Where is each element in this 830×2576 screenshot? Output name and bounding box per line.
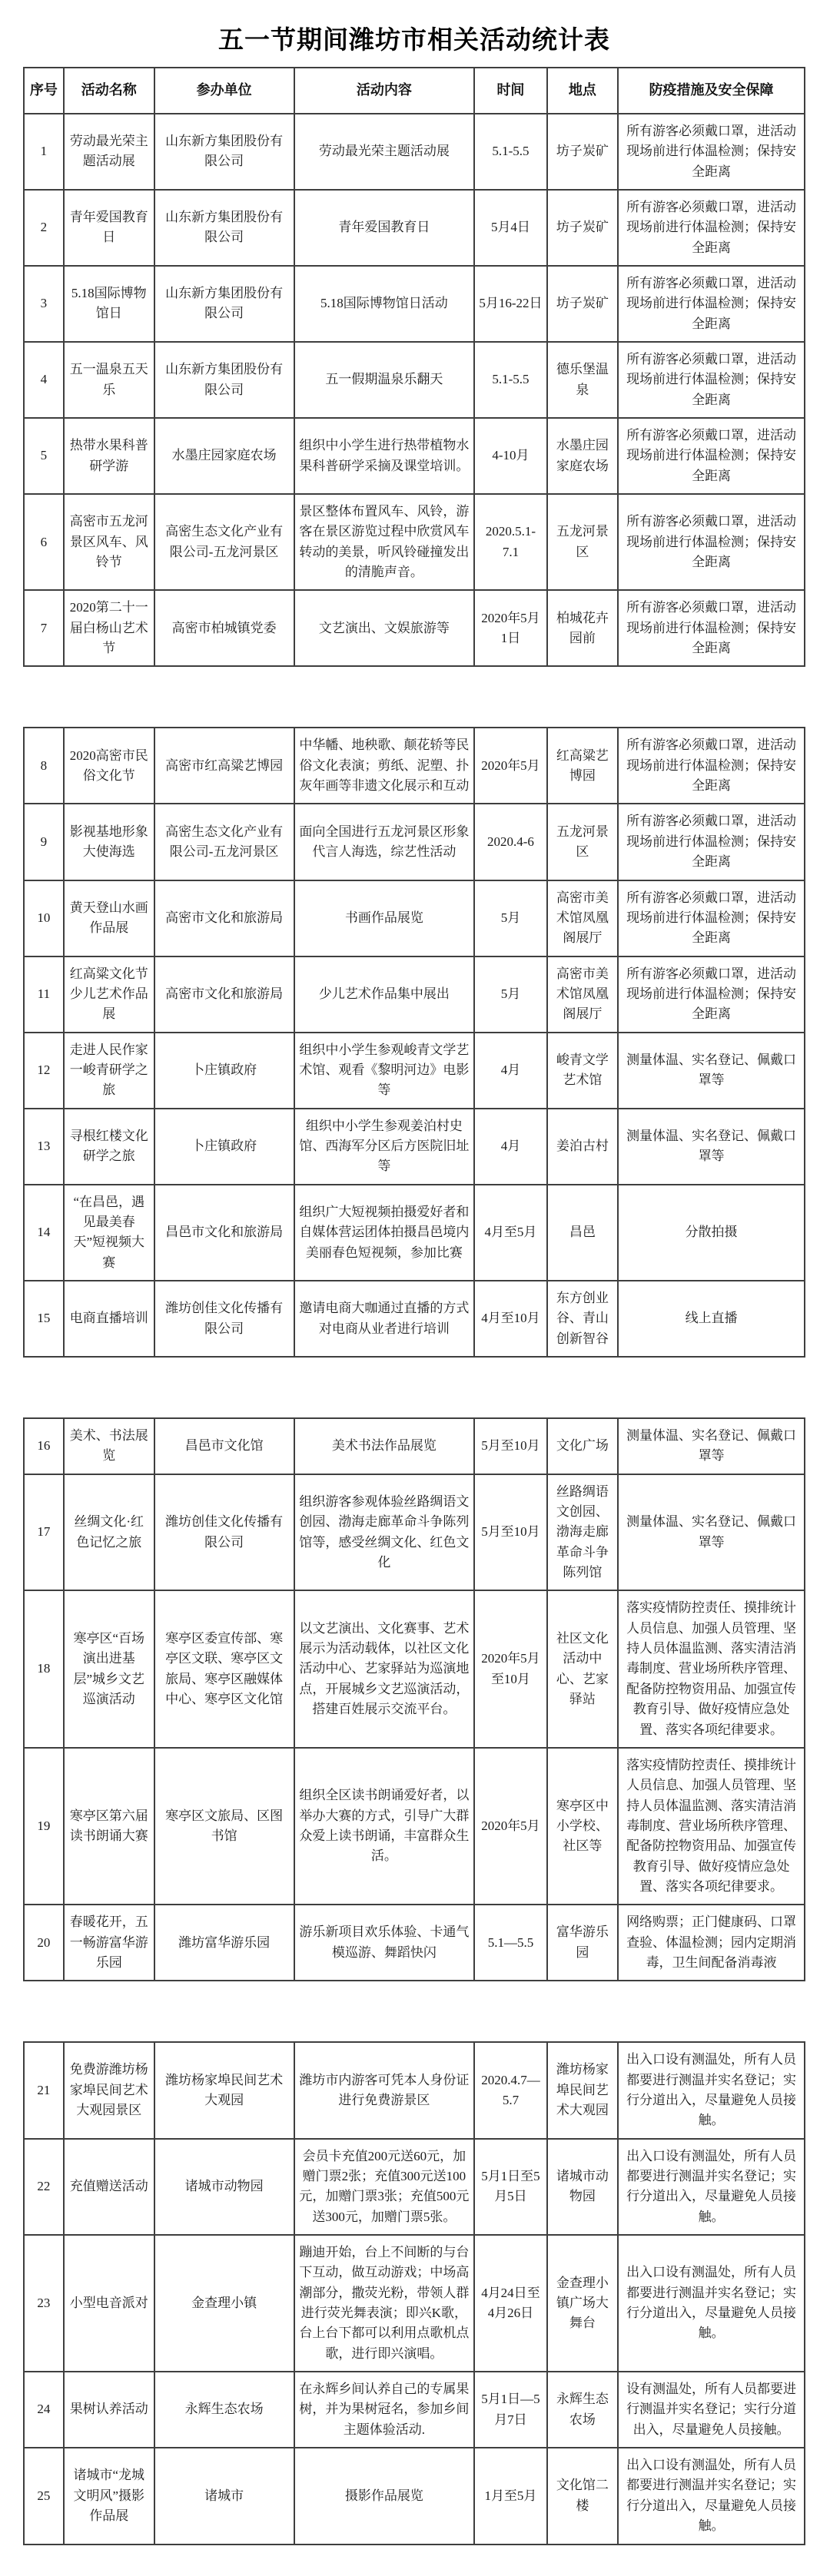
table-row-3 xyxy=(24,266,805,342)
cell-time: 4月24日至4月26日 xyxy=(474,2235,546,2372)
cell-name: 小型电音派对 xyxy=(64,2235,154,2372)
cell-name: 电商直播培训 xyxy=(64,1281,154,1357)
cell-prevention: 所有游客必须戴口罩，进活动现场前进行体温检测；保持安全距离 xyxy=(618,804,805,880)
cell-location: 高密市美术馆凤凰阁展厅 xyxy=(547,956,618,1033)
cell-location: 富华游乐园 xyxy=(547,1905,618,1981)
cell-organizer: 潍坊杨家埠民间艺术大观园 xyxy=(154,2042,294,2138)
cell-name: “在昌邑，遇见最美春天”短视频大赛 xyxy=(64,1185,154,1281)
cell-name: 寻根红楼文化研学之旅 xyxy=(64,1109,154,1185)
cell-name: 丝绸文化·红色记忆之旅 xyxy=(64,1474,154,1591)
cell-index: 7 xyxy=(24,590,64,666)
cell-time: 5.1-5.5 xyxy=(474,342,546,418)
cell-time: 5.1—5.5 xyxy=(474,1905,546,1981)
cell-content: 在永辉乡间认养自己的专属果树，并为果树冠名，参加乡间主题体验活动. xyxy=(294,2372,475,2448)
cell-prevention: 分散拍摄 xyxy=(618,1185,805,1281)
cell-index: 4 xyxy=(24,342,64,418)
cell-location: 寒亭区中小学校、社区等 xyxy=(547,1748,618,1905)
table-row-6 xyxy=(24,494,805,590)
cell-index: 19 xyxy=(24,1748,64,1905)
cell-index: 13 xyxy=(24,1109,64,1185)
column-header-time: 时间 xyxy=(474,68,546,114)
table-row-10 xyxy=(24,880,805,956)
cell-index: 14 xyxy=(24,1185,64,1281)
cell-location: 红高粱艺博园 xyxy=(547,728,618,804)
cell-time: 2020.4-6 xyxy=(474,804,546,880)
cell-index: 23 xyxy=(24,2235,64,2372)
cell-content: 景区整体布置风车、风铃，游客在景区游览过程中欣赏风车转动的美景，听风铃碰撞发出的清脆声音。 xyxy=(294,494,475,590)
cell-organizer: 昌邑市文化和旅游局 xyxy=(154,1185,294,1281)
cell-name: 5.18国际博物馆日 xyxy=(64,266,154,342)
cell-time: 2020.4.7—5.7 xyxy=(474,2042,546,2138)
cell-organizer: 永辉生态农场 xyxy=(154,2372,294,2448)
cell-prevention: 落实疫情防控责任、摸排统计人员信息、加强人员管理、坚持人员体温监测、落实清洁消毒制度、营业场所秩序管理、配备防控物资用品、加强宣传教育引导、做好疫情应急处置、落实各项纪律要求。 xyxy=(618,1590,805,1747)
cell-location: 水墨庄园家庭农场 xyxy=(547,418,618,494)
cell-name: 高密市五龙河景区风车、风铃节 xyxy=(64,494,154,590)
cell-index: 16 xyxy=(24,1418,64,1474)
cell-organizer: 卜庄镇政府 xyxy=(154,1109,294,1185)
cell-time: 4-10月 xyxy=(474,418,546,494)
cell-location: 坊子炭矿 xyxy=(547,266,618,342)
cell-index: 18 xyxy=(24,1590,64,1747)
cell-content: 5.18国际博物馆日活动 xyxy=(294,266,475,342)
cell-index: 25 xyxy=(24,2448,64,2544)
cell-location: 坊子炭矿 xyxy=(547,114,618,190)
cell-content: 组织游客参观体验丝路绸语文创园、渤海走廊革命斗争陈列馆等，感受丝绸文化、红色文化 xyxy=(294,1474,475,1591)
cell-location: 五龙河景区 xyxy=(547,804,618,880)
cell-name: 黄天登山水画作品展 xyxy=(64,880,154,956)
cell-time: 5月 xyxy=(474,956,546,1033)
page-title: 五一节期间潍坊市相关活动统计表 xyxy=(218,25,610,54)
cell-content: 美术书法作品展览 xyxy=(294,1418,475,1474)
cell-organizer: 山东新方集团股份有限公司 xyxy=(154,114,294,190)
column-header-content: 活动内容 xyxy=(294,68,475,114)
column-header-organizer: 参办单位 xyxy=(154,68,294,114)
table-row-22 xyxy=(24,2139,805,2235)
cell-name: 五一温泉五天乐 xyxy=(64,342,154,418)
cell-location: 金查理小镇广场大舞台 xyxy=(547,2235,618,2372)
cell-time: 5月1日—5月7日 xyxy=(474,2372,546,2448)
cell-prevention: 落实疫情防控责任、摸排统计人员信息、加强人员管理、坚持人员体温监测、落实清洁消毒制度、营业场所秩序管理、配备防控物资用品、加强宣传教育引导、做好疫情应急处置、落实各项纪律要求。 xyxy=(618,1748,805,1905)
column-header-index: 序号 xyxy=(24,68,64,114)
cell-time: 5月16-22日 xyxy=(474,266,546,342)
cell-index: 9 xyxy=(24,804,64,880)
cell-location: 永辉生态农场 xyxy=(547,2372,618,2448)
activity-table-block-4 xyxy=(23,2041,805,2545)
cell-organizer: 潍坊富华游乐园 xyxy=(154,1905,294,1981)
column-header-prevention: 防疫措施及安全保障 xyxy=(618,68,805,114)
column-header-name: 活动名称 xyxy=(64,68,154,114)
cell-content: 中华幡、地秧歌、颠花轿等民俗文化表演；剪纸、泥塑、扑灰年画等非遗文化展示和互动 xyxy=(294,728,475,804)
cell-organizer: 高密市文化和旅游局 xyxy=(154,880,294,956)
cell-organizer: 寒亭区文旅局、区图书馆 xyxy=(154,1748,294,1905)
cell-index: 1 xyxy=(24,114,64,190)
cell-content: 劳动最光荣主题活动展 xyxy=(294,114,475,190)
table-row-20 xyxy=(24,1905,805,1981)
cell-name: 青年爱国教育日 xyxy=(64,190,154,266)
table-row-4 xyxy=(24,342,805,418)
cell-location: 坊子炭矿 xyxy=(547,190,618,266)
cell-location: 德乐堡温泉 xyxy=(547,342,618,418)
cell-index: 2 xyxy=(24,190,64,266)
cell-prevention: 出入口设有测温处，所有人员都要进行测温并实名登记；实行分道出入，尽量避免人员接触。 xyxy=(618,2042,805,2138)
cell-location: 文化广场 xyxy=(547,1418,618,1474)
cell-index: 21 xyxy=(24,2042,64,2138)
table-row-25 xyxy=(24,2448,805,2544)
cell-index: 12 xyxy=(24,1033,64,1109)
cell-index: 24 xyxy=(24,2372,64,2448)
cell-organizer: 寒亭区委宣传部、寒亭区文联、寒亭区文旅局、寒亭区融媒体中心、寒亭区文化馆 xyxy=(154,1590,294,1747)
cell-index: 5 xyxy=(24,418,64,494)
cell-location: 姜泊古村 xyxy=(547,1109,618,1185)
cell-content: 组织中小学生进行热带植物水果科普研学采摘及课堂培训。 xyxy=(294,418,475,494)
cell-name: 充值赠送活动 xyxy=(64,2139,154,2235)
cell-name: 热带水果科普研学游 xyxy=(64,418,154,494)
cell-name: 2020第二十一届白杨山艺术节 xyxy=(64,590,154,666)
cell-name: 走进人民作家一峻青研学之旅 xyxy=(64,1033,154,1109)
table-row-2 xyxy=(24,190,805,266)
cell-organizer: 潍坊创佳文化传播有限公司 xyxy=(154,1281,294,1357)
cell-time: 5月4日 xyxy=(474,190,546,266)
table-row-11 xyxy=(24,956,805,1033)
cell-prevention: 所有游客必须戴口罩，进活动现场前进行体温检测；保持安全距离 xyxy=(618,728,805,804)
cell-name: 寒亭区“百场演出进基层”城乡文艺巡演活动 xyxy=(64,1590,154,1747)
activity-table-block-3 xyxy=(23,1417,805,1981)
cell-time: 4月至10月 xyxy=(474,1281,546,1357)
cell-prevention: 出入口设有测温处，所有人员都要进行测温并实名登记；实行分道出入，尽量避免人员接触。 xyxy=(618,2235,805,2372)
cell-content: 组织中小学生参观峻青文学艺术馆、观看《黎明河边》电影等 xyxy=(294,1033,475,1109)
cell-organizer: 高密市文化和旅游局 xyxy=(154,956,294,1033)
cell-content: 摄影作品展览 xyxy=(294,2448,475,2544)
cell-organizer: 金查理小镇 xyxy=(154,2235,294,2372)
cell-time: 4月 xyxy=(474,1033,546,1109)
cell-name: 果树认养活动 xyxy=(64,2372,154,2448)
cell-prevention: 所有游客必须戴口罩，进活动现场前进行体温检测；保持安全距离 xyxy=(618,880,805,956)
cell-time: 1月至5月 xyxy=(474,2448,546,2544)
cell-prevention: 测量体温、实名登记、佩戴口罩等 xyxy=(618,1033,805,1109)
cell-organizer: 诸城市动物园 xyxy=(154,2139,294,2235)
cell-prevention: 所有游客必须戴口罩，进活动现场前进行体温检测；保持安全距离 xyxy=(618,590,805,666)
cell-index: 20 xyxy=(24,1905,64,1981)
cell-time: 5.1-5.5 xyxy=(474,114,546,190)
cell-time: 2020.5.1-7.1 xyxy=(474,494,546,590)
cell-time: 5月1日至5月5日 xyxy=(474,2139,546,2235)
cell-content: 邀请电商大咖通过直播的方式对电商从业者进行培训 xyxy=(294,1281,475,1357)
table-row-15 xyxy=(24,1281,805,1357)
cell-time: 2020年5月至10月 xyxy=(474,1590,546,1747)
cell-index: 17 xyxy=(24,1474,64,1591)
cell-location: 昌邑 xyxy=(547,1185,618,1281)
cell-organizer: 昌邑市文化馆 xyxy=(154,1418,294,1474)
cell-prevention: 所有游客必须戴口罩，进活动现场前进行体温检测；保持安全距离 xyxy=(618,266,805,342)
cell-organizer: 高密生态文化产业有限公司-五龙河景区 xyxy=(154,494,294,590)
cell-name: 美术、书法展览 xyxy=(64,1418,154,1474)
activity-table-block-1 xyxy=(23,67,805,667)
activity-table xyxy=(23,67,805,2545)
cell-prevention: 所有游客必须戴口罩，进活动现场前进行体温检测；保持安全距离 xyxy=(618,342,805,418)
cell-prevention: 出入口设有测温处，所有人员都要进行测温并实名登记；实行分道出入，尽量避免人员接触。 xyxy=(618,2139,805,2235)
cell-content: 组织全区读书朗诵爱好者，以举办大赛的方式，引导广大群众爱上读书朗诵，丰富群众生活。 xyxy=(294,1748,475,1905)
cell-content: 书画作品展览 xyxy=(294,880,475,956)
header-row xyxy=(24,68,805,114)
cell-organizer: 诸城市 xyxy=(154,2448,294,2544)
cell-name: 劳动最光荣主题活动展 xyxy=(64,114,154,190)
cell-name: 寒亭区第六届读书朗诵大赛 xyxy=(64,1748,154,1905)
cell-index: 6 xyxy=(24,494,64,590)
cell-location: 潍坊杨家埠民间艺术大观园 xyxy=(547,2042,618,2138)
cell-location: 峻青文学艺术馆 xyxy=(547,1033,618,1109)
table-row-9 xyxy=(24,804,805,880)
cell-content: 会员卡充值200元送60元，加赠门票2张；充值300元送100元，加赠门票3张；充值500元送300元，加赠门票5张。 xyxy=(294,2139,475,2235)
cell-prevention: 出入口设有测温处，所有人员都要进行测温并实名登记；实行分道出入，尽量避免人员接触。 xyxy=(618,2448,805,2544)
cell-location: 社区文化活动中心、艺家驿站 xyxy=(547,1590,618,1747)
cell-time: 5月 xyxy=(474,880,546,956)
cell-content: 蹦迪开始，台上不间断的与台下互动，做互动游戏；中场高潮部分，撒荧光粉，带领人群进行荧光舞表演；即兴K歌，台上台下都可以利用点歌机点歌，进行即兴演唱。 xyxy=(294,2235,475,2372)
cell-location: 五龙河景区 xyxy=(547,494,618,590)
cell-prevention: 所有游客必须戴口罩，进活动现场前进行体温检测；保持安全距离 xyxy=(618,114,805,190)
cell-content: 少儿艺术作品集中展出 xyxy=(294,956,475,1033)
cell-content: 组织广大短视频拍摄爱好者和自媒体营运团体拍摄昌邑境内美丽春色短视频，参加比赛 xyxy=(294,1185,475,1281)
cell-content: 文艺演出、文娱旅游等 xyxy=(294,590,475,666)
cell-index: 11 xyxy=(24,956,64,1033)
cell-index: 8 xyxy=(24,728,64,804)
cell-time: 2020年5月 xyxy=(474,1748,546,1905)
cell-organizer: 山东新方集团股份有限公司 xyxy=(154,342,294,418)
cell-name: 免费游潍坊杨家埠民间艺术大观园景区 xyxy=(64,2042,154,2138)
cell-location: 丝路绸语文创园、渤海走廊革命斗争陈列馆 xyxy=(547,1474,618,1591)
activity-table-block-2 xyxy=(23,727,805,1358)
cell-time: 5月至10月 xyxy=(474,1474,546,1591)
cell-content: 面向全国进行五龙河景区形象代言人海选，综艺性活动 xyxy=(294,804,475,880)
table-row-14 xyxy=(24,1185,805,1281)
cell-prevention: 所有游客必须戴口罩，进活动现场前进行体温检测；保持安全距离 xyxy=(618,190,805,266)
cell-prevention: 测量体温、实名登记、佩戴口罩等 xyxy=(618,1474,805,1591)
cell-time: 2020年5月1日 xyxy=(474,590,546,666)
cell-name: 诸城市“龙城文明风”摄影作品展 xyxy=(64,2448,154,2544)
table-row-23 xyxy=(24,2235,805,2372)
cell-organizer: 卜庄镇政府 xyxy=(154,1033,294,1109)
cell-organizer: 水墨庄园家庭农场 xyxy=(154,418,294,494)
cell-content: 游乐新项目欢乐体验、卡通气模巡游、舞蹈快闪 xyxy=(294,1905,475,1981)
cell-time: 4月 xyxy=(474,1109,546,1185)
cell-content: 五一假期温泉乐翻天 xyxy=(294,342,475,418)
cell-organizer: 山东新方集团股份有限公司 xyxy=(154,266,294,342)
cell-name: 红高粱文化节少儿艺术作品展 xyxy=(64,956,154,1033)
cell-organizer: 高密市红高粱艺博园 xyxy=(154,728,294,804)
cell-content: 组织中小学生参观姜泊村史馆、西海军分区后方医院旧址等 xyxy=(294,1109,475,1185)
cell-organizer: 高密市柏城镇党委 xyxy=(154,590,294,666)
table-row-18 xyxy=(24,1590,805,1747)
cell-name: 影视基地形象大使海选 xyxy=(64,804,154,880)
cell-index: 15 xyxy=(24,1281,64,1357)
cell-location: 高密市美术馆凤凰阁展厅 xyxy=(547,880,618,956)
table-row-19 xyxy=(24,1748,805,1905)
cell-name: 2020高密市民俗文化节 xyxy=(64,728,154,804)
table-row-21 xyxy=(24,2042,805,2138)
table-row-7 xyxy=(24,590,805,666)
cell-prevention: 测量体温、实名登记、佩戴口罩等 xyxy=(618,1109,805,1185)
cell-location: 柏城花卉园前 xyxy=(547,590,618,666)
cell-content: 以文艺演出、文化赛事、艺术展示为活动载体，以社区文化活动中心、艺家驿站为巡演地点，开展城乡文艺巡演活动，搭建百姓展示交流平台。 xyxy=(294,1590,475,1747)
table-row-1 xyxy=(24,114,805,190)
cell-content: 潍坊市内游客可凭本人身份证进行免费游景区 xyxy=(294,2042,475,2138)
cell-content: 青年爱国教育日 xyxy=(294,190,475,266)
column-header-location: 地点 xyxy=(547,68,618,114)
cell-organizer: 山东新方集团股份有限公司 xyxy=(154,190,294,266)
cell-location: 诸城市动物园 xyxy=(547,2139,618,2235)
cell-index: 10 xyxy=(24,880,64,956)
table-row-24 xyxy=(24,2372,805,2448)
table-row-8 xyxy=(24,728,805,804)
cell-prevention: 网络购票；正门健康码、口罩查验、体温检测；园内定期消毒，卫生间配备消毒液 xyxy=(618,1905,805,1981)
cell-index: 22 xyxy=(24,2139,64,2235)
table-row-5 xyxy=(24,418,805,494)
cell-name: 春暖花开，五一畅游富华游乐园 xyxy=(64,1905,154,1981)
table-row-17 xyxy=(24,1474,805,1591)
cell-location: 东方创业谷、青山创新智谷 xyxy=(547,1281,618,1357)
cell-prevention: 所有游客必须戴口罩，进活动现场前进行体温检测；保持安全距离 xyxy=(618,956,805,1033)
cell-prevention: 设有测温处，所有人员都要进行测温并实名登记；实行分道出入，尽量避免人员接触。 xyxy=(618,2372,805,2448)
cell-prevention: 测量体温、实名登记、佩戴口罩等 xyxy=(618,1418,805,1474)
table-row-16 xyxy=(24,1418,805,1474)
table-row-12 xyxy=(24,1033,805,1109)
cell-organizer: 高密生态文化产业有限公司-五龙河景区 xyxy=(154,804,294,880)
cell-index: 3 xyxy=(24,266,64,342)
cell-location: 文化馆二楼 xyxy=(547,2448,618,2544)
table-row-13 xyxy=(24,1109,805,1185)
cell-time: 5月至10月 xyxy=(474,1418,546,1474)
cell-organizer: 潍坊创佳文化传播有限公司 xyxy=(154,1474,294,1591)
cell-prevention: 线上直播 xyxy=(618,1281,805,1357)
cell-prevention: 所有游客必须戴口罩，进活动现场前进行体温检测；保持安全距离 xyxy=(618,494,805,590)
cell-time: 2020年5月 xyxy=(474,728,546,804)
cell-prevention: 所有游客必须戴口罩，进活动现场前进行体温检测；保持安全距离 xyxy=(618,418,805,494)
cell-time: 4月至5月 xyxy=(474,1185,546,1281)
